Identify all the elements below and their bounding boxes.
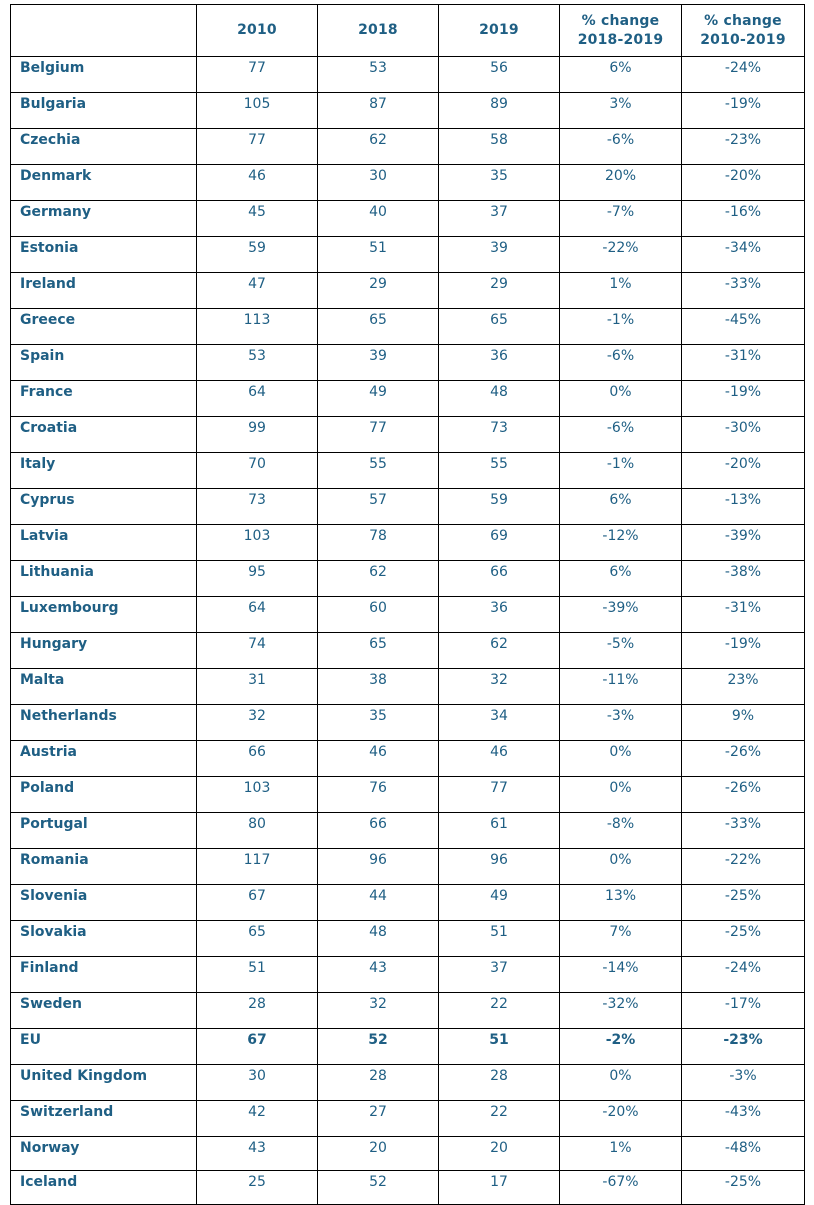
change-2010-2019-cell: -20% [682, 165, 805, 201]
value-2018-cell: 32 [318, 993, 439, 1029]
change-2010-2019-cell: -38% [682, 561, 805, 597]
header-2018 [318, 5, 439, 57]
value-2019-cell: 59 [439, 489, 560, 525]
country-cell: Norway [11, 1137, 197, 1171]
table-row [11, 381, 805, 417]
statistics-table [10, 4, 805, 1205]
value-2010-cell: 103 [197, 525, 318, 561]
value-2010-cell: 28 [197, 993, 318, 1029]
change-2018-2019-cell: 6% [560, 489, 682, 525]
country-cell: Estonia [11, 237, 197, 273]
value-2018-cell: 43 [318, 957, 439, 993]
table-row [11, 93, 805, 129]
table-row [11, 489, 805, 525]
value-2019-cell: 77 [439, 777, 560, 813]
country-cell: Croatia [11, 417, 197, 453]
header-2019-line: 2019 [479, 22, 519, 38]
country-cell: Spain [11, 345, 197, 381]
change-2010-2019-cell: -39% [682, 525, 805, 561]
value-2019-cell: 66 [439, 561, 560, 597]
header-change-2018-2019-line: 2018-2019 [577, 31, 664, 48]
table-body [11, 57, 805, 1205]
change-2018-2019-cell: 20% [560, 165, 682, 201]
value-2019-cell: 22 [439, 1101, 560, 1137]
change-2018-2019-cell: 0% [560, 741, 682, 777]
value-2010-cell: 73 [197, 489, 318, 525]
value-2019-cell: 17 [439, 1171, 560, 1205]
value-2010-cell: 77 [197, 129, 318, 165]
change-2018-2019-cell: 1% [560, 273, 682, 309]
change-2010-2019-cell: -30% [682, 417, 805, 453]
value-2018-cell: 46 [318, 741, 439, 777]
change-2010-2019-cell: -20% [682, 453, 805, 489]
change-2018-2019-cell: -6% [560, 345, 682, 381]
table-row [11, 849, 805, 885]
value-2019-cell: 37 [439, 201, 560, 237]
change-2010-2019-cell: 9% [682, 705, 805, 741]
value-2010-cell: 31 [197, 669, 318, 705]
change-2018-2019-cell: -11% [560, 669, 682, 705]
change-2010-2019-cell: -22% [682, 849, 805, 885]
change-2018-2019-cell: -3% [560, 705, 682, 741]
value-2019-cell: 58 [439, 129, 560, 165]
value-2019-cell: 39 [439, 237, 560, 273]
value-2018-cell: 38 [318, 669, 439, 705]
value-2010-cell: 95 [197, 561, 318, 597]
table-row [11, 273, 805, 309]
value-2018-cell: 51 [318, 237, 439, 273]
table-row [11, 993, 805, 1029]
value-2010-cell: 113 [197, 309, 318, 345]
value-2019-cell: 37 [439, 957, 560, 993]
value-2018-cell: 57 [318, 489, 439, 525]
table-row [11, 1065, 805, 1101]
value-2010-cell: 67 [197, 1029, 318, 1065]
country-cell: Bulgaria [11, 93, 197, 129]
change-2018-2019-cell: -22% [560, 237, 682, 273]
value-2018-cell: 76 [318, 777, 439, 813]
table-row [11, 597, 805, 633]
value-2018-cell: 27 [318, 1101, 439, 1137]
value-2019-cell: 49 [439, 885, 560, 921]
change-2010-2019-cell: -13% [682, 489, 805, 525]
country-cell: Greece [11, 309, 197, 345]
value-2019-cell: 36 [439, 597, 560, 633]
value-2018-cell: 62 [318, 561, 439, 597]
value-2010-cell: 66 [197, 741, 318, 777]
country-cell: Finland [11, 957, 197, 993]
change-2010-2019-cell: -23% [682, 129, 805, 165]
table-row [11, 705, 805, 741]
value-2018-cell: 96 [318, 849, 439, 885]
change-2018-2019-cell: 6% [560, 57, 682, 93]
value-2018-cell: 52 [318, 1029, 439, 1065]
table-row [11, 345, 805, 381]
value-2010-cell: 105 [197, 93, 318, 129]
change-2010-2019-cell: -23% [682, 1029, 805, 1065]
value-2019-cell: 36 [439, 345, 560, 381]
value-2019-cell: 65 [439, 309, 560, 345]
country-cell: Slovenia [11, 885, 197, 921]
value-2010-cell: 80 [197, 813, 318, 849]
value-2018-cell: 52 [318, 1171, 439, 1205]
table-row [11, 165, 805, 201]
value-2018-cell: 40 [318, 201, 439, 237]
change-2018-2019-cell: -5% [560, 633, 682, 669]
table-row [11, 129, 805, 165]
value-2010-cell: 103 [197, 777, 318, 813]
value-2018-cell: 48 [318, 921, 439, 957]
country-cell: Switzerland [11, 1101, 197, 1137]
value-2019-cell: 55 [439, 453, 560, 489]
change-2018-2019-cell: -20% [560, 1101, 682, 1137]
country-cell: Luxembourg [11, 597, 197, 633]
change-2010-2019-cell: -43% [682, 1101, 805, 1137]
change-2018-2019-cell: -7% [560, 201, 682, 237]
value-2010-cell: 43 [197, 1137, 318, 1171]
table-row [11, 57, 805, 93]
change-2010-2019-cell: -26% [682, 777, 805, 813]
value-2019-cell: 48 [439, 381, 560, 417]
header-change-2010-2019 [682, 5, 805, 57]
value-2018-cell: 77 [318, 417, 439, 453]
value-2010-cell: 59 [197, 237, 318, 273]
table-header-row [11, 5, 805, 57]
change-2018-2019-cell: -1% [560, 453, 682, 489]
table-row [11, 237, 805, 273]
value-2010-cell: 47 [197, 273, 318, 309]
change-2018-2019-cell: -14% [560, 957, 682, 993]
change-2010-2019-cell: -19% [682, 93, 805, 129]
change-2010-2019-cell: -19% [682, 381, 805, 417]
header-change-2010-2019-line: 2010-2019 [700, 31, 786, 48]
country-cell: United Kingdom [11, 1065, 197, 1101]
value-2019-cell: 28 [439, 1065, 560, 1101]
change-2018-2019-cell: 0% [560, 849, 682, 885]
header-change-2018-2019 [560, 5, 682, 57]
country-cell: Romania [11, 849, 197, 885]
change-2010-2019-cell: -24% [682, 57, 805, 93]
value-2010-cell: 67 [197, 885, 318, 921]
header-change-2018-2019-line: % change [581, 12, 660, 29]
table-row [11, 741, 805, 777]
country-cell: Czechia [11, 129, 197, 165]
table-row [11, 885, 805, 921]
country-cell: Sweden [11, 993, 197, 1029]
table-row [11, 1029, 805, 1065]
value-2019-cell: 51 [439, 1029, 560, 1065]
change-2010-2019-cell: -16% [682, 201, 805, 237]
value-2018-cell: 65 [318, 309, 439, 345]
country-cell: Netherlands [11, 705, 197, 741]
change-2018-2019-cell: 3% [560, 93, 682, 129]
change-2010-2019-cell: -25% [682, 1171, 805, 1205]
country-cell: France [11, 381, 197, 417]
change-2018-2019-cell: 0% [560, 381, 682, 417]
change-2018-2019-cell: 0% [560, 777, 682, 813]
table-row [11, 813, 805, 849]
value-2019-cell: 34 [439, 705, 560, 741]
country-cell: Portugal [11, 813, 197, 849]
header-2018-line: 2018 [358, 22, 398, 38]
value-2018-cell: 35 [318, 705, 439, 741]
change-2018-2019-cell: 0% [560, 1065, 682, 1101]
value-2018-cell: 60 [318, 597, 439, 633]
change-2010-2019-cell: -31% [682, 345, 805, 381]
value-2018-cell: 29 [318, 273, 439, 309]
change-2018-2019-cell: 13% [560, 885, 682, 921]
table-row [11, 777, 805, 813]
value-2010-cell: 51 [197, 957, 318, 993]
value-2010-cell: 53 [197, 345, 318, 381]
value-2010-cell: 64 [197, 597, 318, 633]
value-2019-cell: 32 [439, 669, 560, 705]
change-2018-2019-cell: -6% [560, 417, 682, 453]
value-2019-cell: 61 [439, 813, 560, 849]
country-cell: Denmark [11, 165, 197, 201]
change-2010-2019-cell: -33% [682, 813, 805, 849]
country-cell: Malta [11, 669, 197, 705]
change-2010-2019-cell: -48% [682, 1137, 805, 1171]
table-row [11, 921, 805, 957]
country-cell: Iceland [11, 1171, 197, 1205]
value-2010-cell: 74 [197, 633, 318, 669]
value-2018-cell: 65 [318, 633, 439, 669]
value-2010-cell: 45 [197, 201, 318, 237]
table-row [11, 309, 805, 345]
table-row [11, 561, 805, 597]
value-2019-cell: 20 [439, 1137, 560, 1171]
country-cell: Slovakia [11, 921, 197, 957]
table-row [11, 417, 805, 453]
value-2019-cell: 22 [439, 993, 560, 1029]
value-2010-cell: 70 [197, 453, 318, 489]
country-cell: Germany [11, 201, 197, 237]
change-2010-2019-cell: -17% [682, 993, 805, 1029]
country-cell: Lithuania [11, 561, 197, 597]
change-2018-2019-cell: -8% [560, 813, 682, 849]
country-cell: Ireland [11, 273, 197, 309]
change-2010-2019-cell: -25% [682, 885, 805, 921]
value-2010-cell: 25 [197, 1171, 318, 1205]
value-2010-cell: 46 [197, 165, 318, 201]
change-2010-2019-cell: -33% [682, 273, 805, 309]
change-2010-2019-cell: -3% [682, 1065, 805, 1101]
country-cell: Austria [11, 741, 197, 777]
value-2019-cell: 69 [439, 525, 560, 561]
value-2010-cell: 42 [197, 1101, 318, 1137]
change-2018-2019-cell: -1% [560, 309, 682, 345]
country-cell: EU [11, 1029, 197, 1065]
value-2019-cell: 62 [439, 633, 560, 669]
value-2019-cell: 46 [439, 741, 560, 777]
table-row [11, 1171, 805, 1205]
value-2018-cell: 55 [318, 453, 439, 489]
country-cell: Hungary [11, 633, 197, 669]
value-2019-cell: 96 [439, 849, 560, 885]
value-2019-cell: 56 [439, 57, 560, 93]
value-2019-cell: 29 [439, 273, 560, 309]
value-2010-cell: 99 [197, 417, 318, 453]
table-row [11, 1101, 805, 1137]
table-row [11, 453, 805, 489]
header-2019 [439, 5, 560, 57]
change-2018-2019-cell: 7% [560, 921, 682, 957]
header-country [11, 5, 197, 57]
value-2010-cell: 77 [197, 57, 318, 93]
value-2018-cell: 87 [318, 93, 439, 129]
change-2018-2019-cell: 1% [560, 1137, 682, 1171]
value-2010-cell: 65 [197, 921, 318, 957]
change-2010-2019-cell: -31% [682, 597, 805, 633]
change-2010-2019-cell: -26% [682, 741, 805, 777]
value-2010-cell: 32 [197, 705, 318, 741]
value-2018-cell: 39 [318, 345, 439, 381]
change-2018-2019-cell: -2% [560, 1029, 682, 1065]
table-row [11, 525, 805, 561]
value-2010-cell: 64 [197, 381, 318, 417]
value-2010-cell: 30 [197, 1065, 318, 1101]
country-cell: Latvia [11, 525, 197, 561]
table-row [11, 633, 805, 669]
change-2018-2019-cell: -39% [560, 597, 682, 633]
table-row [11, 201, 805, 237]
value-2018-cell: 62 [318, 129, 439, 165]
country-cell: Poland [11, 777, 197, 813]
value-2018-cell: 44 [318, 885, 439, 921]
country-cell: Cyprus [11, 489, 197, 525]
value-2018-cell: 20 [318, 1137, 439, 1171]
value-2019-cell: 89 [439, 93, 560, 129]
change-2010-2019-cell: -45% [682, 309, 805, 345]
value-2018-cell: 78 [318, 525, 439, 561]
header-2010-line: 2010 [237, 22, 277, 38]
country-cell: Belgium [11, 57, 197, 93]
change-2018-2019-cell: -12% [560, 525, 682, 561]
change-2010-2019-cell: -25% [682, 921, 805, 957]
value-2018-cell: 53 [318, 57, 439, 93]
header-2010 [197, 5, 318, 57]
table-row [11, 957, 805, 993]
value-2019-cell: 73 [439, 417, 560, 453]
change-2018-2019-cell: -32% [560, 993, 682, 1029]
value-2018-cell: 30 [318, 165, 439, 201]
value-2018-cell: 66 [318, 813, 439, 849]
table-row [11, 669, 805, 705]
change-2010-2019-cell: -19% [682, 633, 805, 669]
change-2010-2019-cell: -24% [682, 957, 805, 993]
header-change-2010-2019-line: % change [704, 12, 782, 29]
value-2018-cell: 49 [318, 381, 439, 417]
change-2018-2019-cell: -67% [560, 1171, 682, 1205]
change-2010-2019-cell: 23% [682, 669, 805, 705]
value-2010-cell: 117 [197, 849, 318, 885]
value-2019-cell: 35 [439, 165, 560, 201]
value-2019-cell: 51 [439, 921, 560, 957]
change-2010-2019-cell: -34% [682, 237, 805, 273]
value-2018-cell: 28 [318, 1065, 439, 1101]
change-2018-2019-cell: -6% [560, 129, 682, 165]
change-2018-2019-cell: 6% [560, 561, 682, 597]
table-row [11, 1137, 805, 1171]
country-cell: Italy [11, 453, 197, 489]
